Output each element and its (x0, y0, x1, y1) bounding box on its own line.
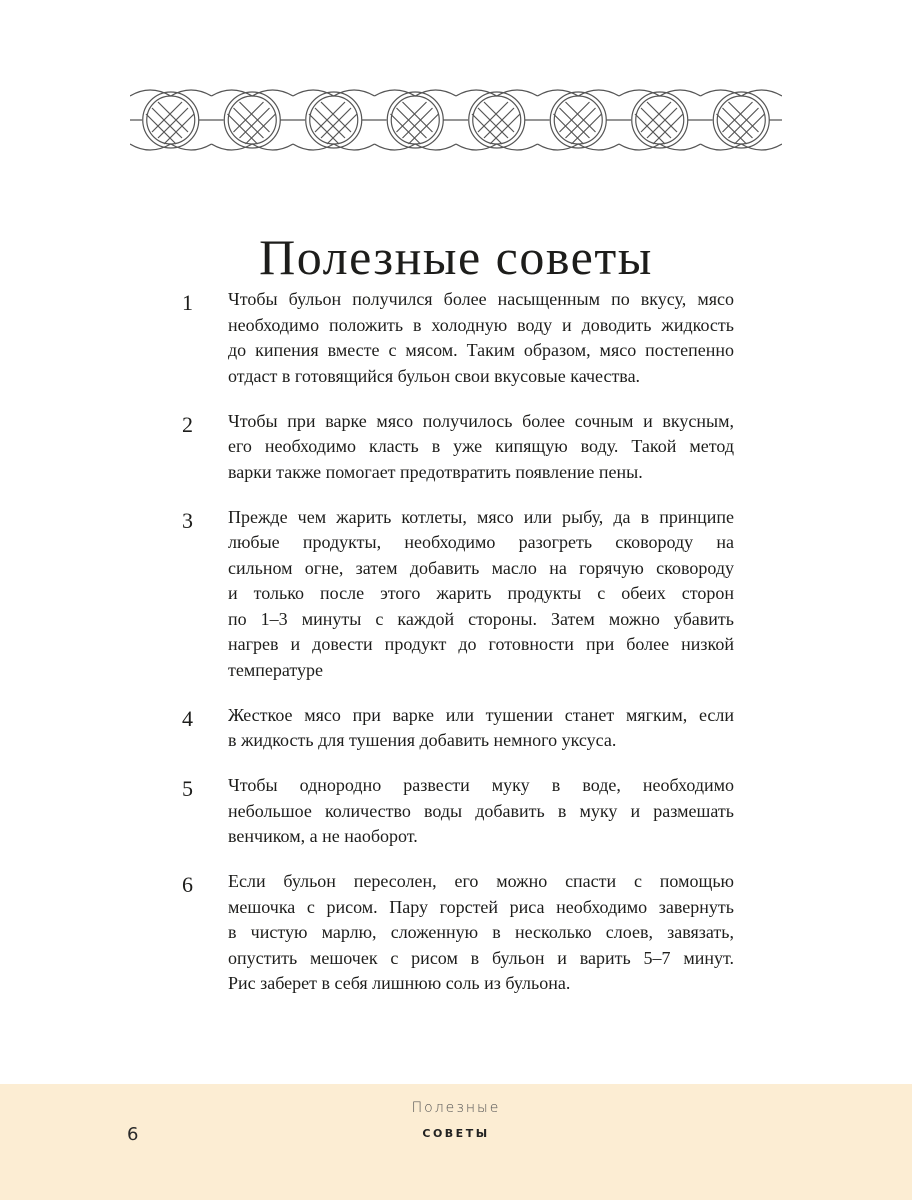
tip-text-line: необходимо положить в холодную воду и доводить жидкость (228, 314, 734, 335)
tip-item (182, 409, 734, 486)
tip-text-line: небольшое количество воды добавить в муку и размешать (228, 800, 734, 821)
page-number: 6 (127, 1124, 139, 1145)
tip-text-line: Если бульон пересолен, его можно спасти с помощью (228, 871, 734, 891)
page-title: Полезные советы (259, 229, 653, 285)
tip-number: 3 (182, 507, 193, 533)
running-head-line1: Полезные (411, 1100, 501, 1116)
tip-text-line: в чистую марлю, сложенную в несколько слоев, завязать, (228, 922, 734, 942)
tip-text-line: опустить мешочек с рисом в бульон и варить 5–7 минут. (228, 947, 734, 968)
tip-text-line: нагрев и довести продукт до готовности при более низкой (228, 634, 734, 654)
tip-text-line: Чтобы однородно развести муку в воде, необходимо (228, 775, 734, 795)
tip-text-line: любые продукты, необходимо разогреть сковороду на (228, 532, 734, 552)
tip-item (182, 287, 734, 389)
tip-text-line: температуре (228, 659, 324, 680)
tip-number: 2 (182, 411, 193, 437)
tip-text-line: Чтобы бульон получился более насыщенным по вкусу, мясо (228, 289, 734, 309)
tip-number: 6 (182, 872, 193, 897)
tip-text-line: варки также помогает предотвратить появление пены. (228, 461, 643, 482)
tip-text-line: Рис заберет в себя лишнюю соль из бульона. (228, 973, 571, 993)
tip-text-line: и только после этого жарить продукты с обеих сторон (228, 583, 734, 603)
tip-text-line: отдаст в готовящийся бульон свои вкусовые качества. (228, 365, 641, 386)
tip-text-line: мешочка с рисом. Пару горстей риса необходимо завернуть (228, 896, 734, 917)
tips-list (182, 287, 734, 1016)
tip-item (182, 869, 734, 997)
tip-item (182, 703, 734, 754)
running-head-line2: СОВЕТЫ (422, 1127, 490, 1140)
tip-text-line: в жидкость для тушения добавить немного уксуса. (228, 730, 617, 750)
tip-text-line: до кипения вместе с мясом. Таким образом, мясо постепенно (228, 340, 734, 360)
tip-text-line: сильном огне, затем добавить масло на горячую сковороду (228, 557, 734, 578)
tip-text-line: венчиком, а не наоборот. (228, 826, 418, 846)
tip-text-line: Чтобы при варке мясо получилось более сочным и вкусным, (228, 410, 734, 431)
tip-text-line: Прежде чем жарить котлеты, мясо или рыбу, да в принципе (228, 506, 734, 527)
tip-text-line: по 1–3 минуты с каждой стороны. Затем можно убавить (228, 608, 734, 629)
tip-text-line: его необходимо класть в уже кипящую воду. Такой метод (228, 436, 734, 456)
tip-item (182, 505, 734, 684)
tip-number: 4 (182, 705, 193, 731)
tip-text-line: Жесткое мясо при варке или тушении станет мягким, если (228, 704, 734, 725)
tip-number: 5 (182, 776, 193, 801)
tip-number: 1 (182, 290, 193, 315)
page-footer (0, 1084, 912, 1200)
celtic-knot-ornament (130, 86, 782, 154)
tip-item (182, 773, 734, 850)
